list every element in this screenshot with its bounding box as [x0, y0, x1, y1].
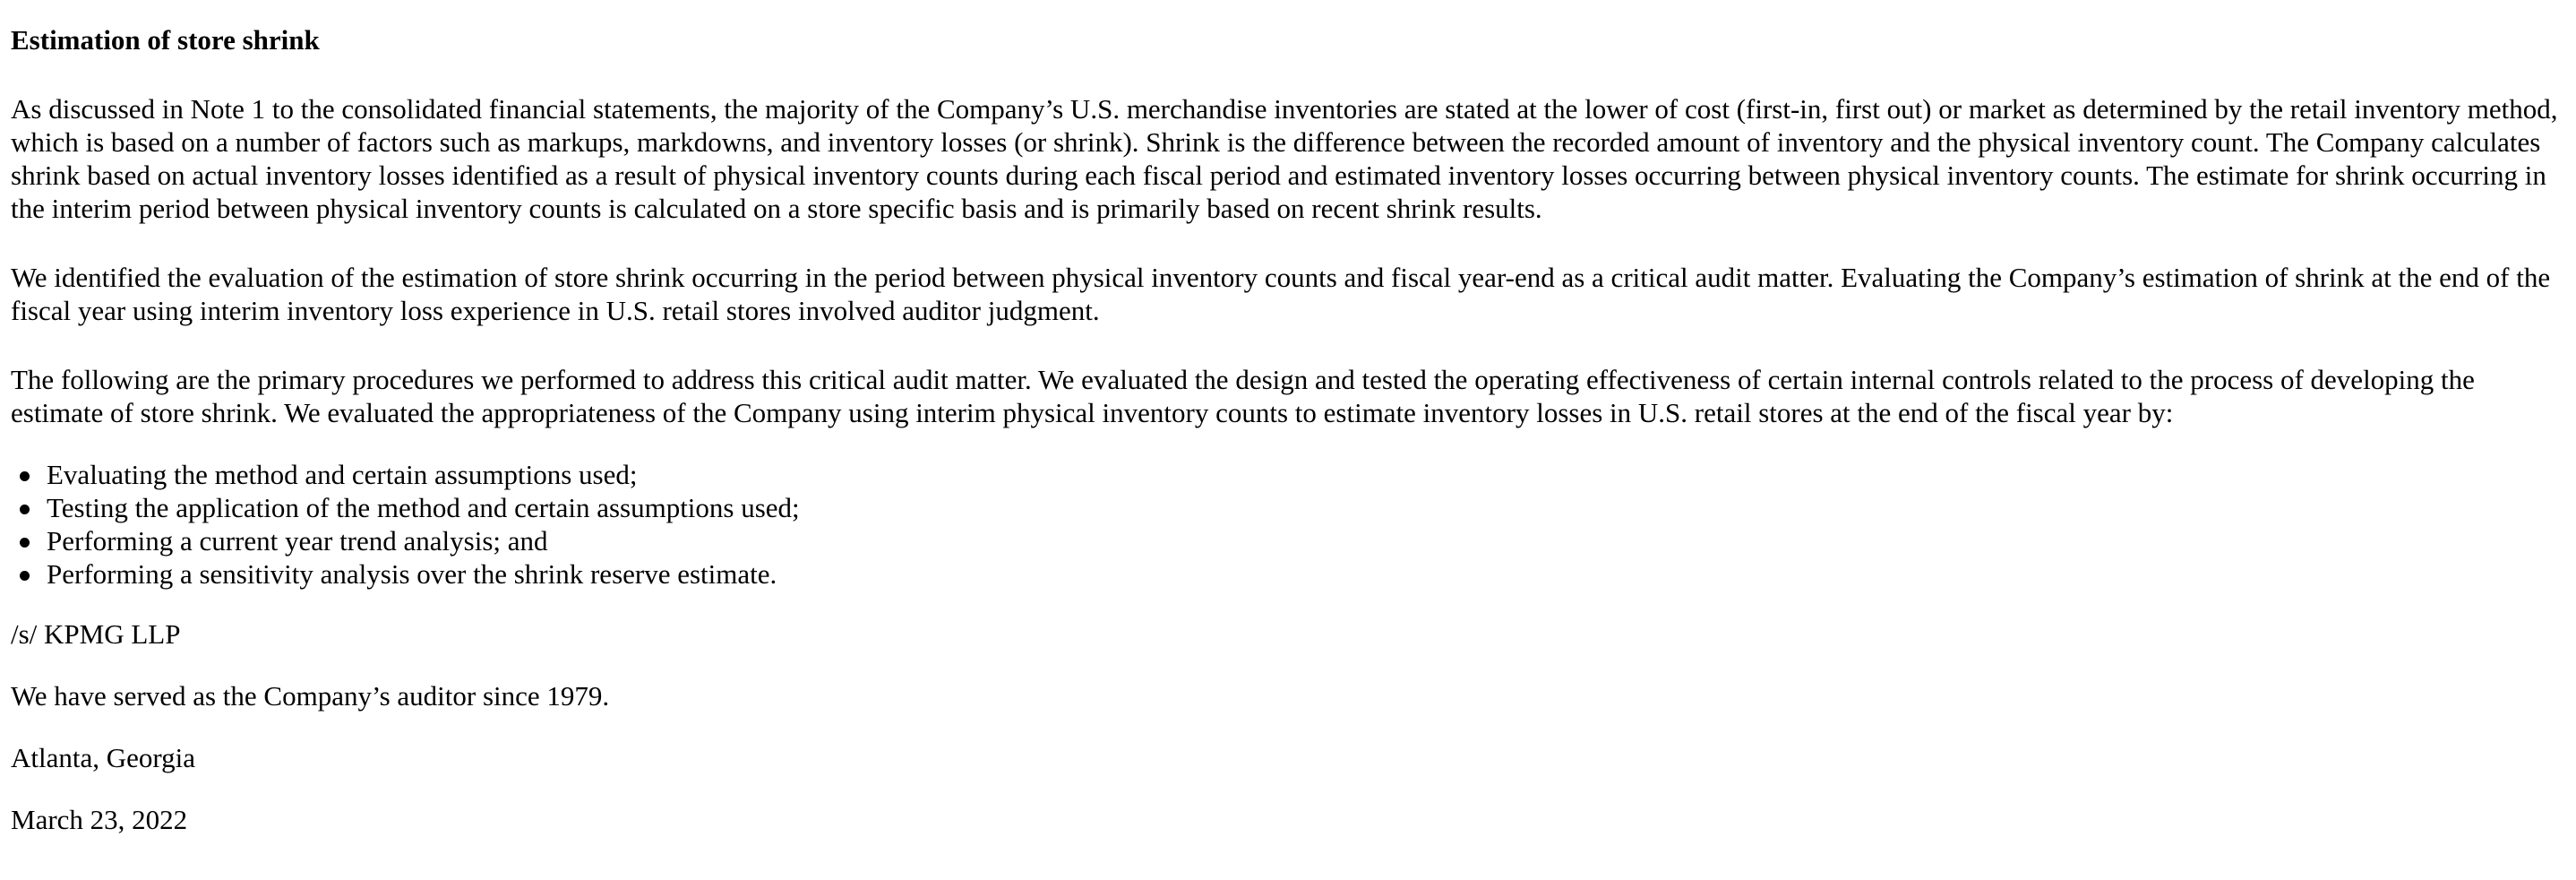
list-item — [47, 458, 2565, 491]
signature-firm: /s/ KPMG LLP — [11, 618, 181, 650]
bullet-icon — [20, 471, 30, 481]
bullet-icon — [20, 505, 30, 514]
list-item — [47, 491, 2565, 524]
paragraph-description: As discussed in Note 1 to the consolidated financial statements, the majority of the Company’s U.S. merchandise inventories are stated at the lower of cost (first-in, first out) or market as determined by the retail inventory method, which is based on a number of factors such as markups, markdowns, and inventory losses (or shrink). Shrink is the difference between the recorded amount of inventory and the physical inventory count. The Company calculates shrink based on actual inventory losses identified as a result of physical inventory counts during each fiscal period and estimated inventory losses occurring between physical inventory counts. The estimate for shrink occurring in the interim period between physical inventory counts is calculated on a store specific basis and is primarily based on recent shrink results. — [11, 93, 2558, 224]
section-heading: Estimation of store shrink — [11, 24, 320, 56]
signature-location: Atlanta, Georgia — [11, 742, 196, 773]
list-item — [47, 524, 2565, 557]
signature-date: March 23, 2022 — [11, 804, 188, 835]
list-item-text: Evaluating the method and certain assumptions used; — [47, 459, 638, 490]
procedures-list — [11, 458, 2565, 591]
list-item-text: Performing a sensitivity analysis over the shrink reserve estimate. — [47, 558, 777, 590]
list-item — [47, 557, 2565, 591]
auditor-tenure: We have served as the Company’s auditor since 1979. — [11, 680, 610, 712]
list-item-text: Performing a current year trend analysis; and — [47, 525, 548, 556]
paragraph-procedures: The following are the primary procedures we performed to address this critical audit matter. We evaluated the design and tested the operating effectiveness of certain internal controls related to the process of developing the estimate of store shrink. We evaluated the appropriateness of the Company using interim physical inventory counts to estimate inventory losses in U.S. retail stores at the end of the fiscal year by: — [11, 364, 2475, 428]
paragraph-critical-audit-matter: We identified the evaluation of the estimation of store shrink occurring in the period between physical inventory counts and fiscal year-end as a critical audit matter. Evaluating the Company’s estimation of shrink at the end of the fiscal year using interim inventory loss experience in U.S. retail stores involved auditor judgment. — [11, 262, 2551, 326]
bullet-icon — [20, 538, 30, 548]
bullet-icon — [20, 571, 30, 581]
list-item-text: Testing the application of the method and certain assumptions used; — [47, 492, 800, 523]
